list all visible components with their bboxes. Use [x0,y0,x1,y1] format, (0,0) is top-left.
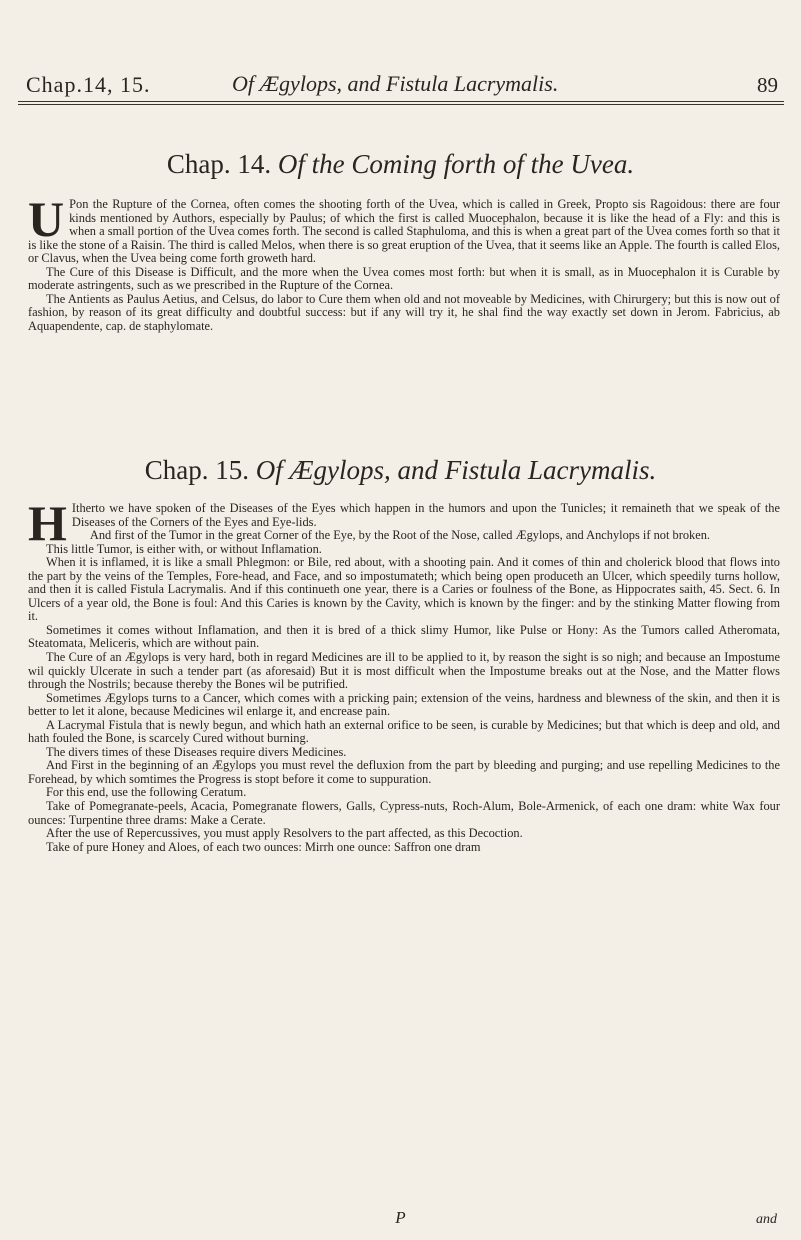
chapter-15-paragraph-4: When it is inflamed, it is like a small Phlegmon: or Bile, red about, with a shooting pain. And it comes of thin and cholerick blood that flows into the part by the veins of the Temples, Fore-head, and Face, and so impostumateth; which being open produceth an Ulcer, which speedily turns hollow, and then it is called Fistula Lacrymalis. And if this continueth one year, there is a Caries or foulness of the Bone, as Hippocrates saith, 45. Sect. 6. In Ulcers of a year old, the Bone is foul: And this Caries is known by the Cavity, which is known by the finger: and by the stinking Matter flowing from it. [28,555,780,624]
chapter-14-number: Chap. 14. [166,149,272,179]
signature-mark: P [395,1208,406,1227]
chapter-range-label: Chap.14, 15. [26,72,151,97]
chapter-15-title: Of Ægylops, and Fistula Lacrymalis. [255,455,657,485]
chapter-14-body [28,191,780,333]
chapter-15-paragraph-8: A Lacrymal Fistula that is newly begun, and which hath an external orifice to be seen, is curable by Medicines; but that which is deep and old, and hath fouled the Bone, is scarcely Cured without burning. [28,717,780,746]
drop-cap: U [28,191,65,247]
chapter-15-paragraph-7: Sometimes Ægylops turns to a Cancer, which comes with a pricking pain; extension of the veins, hardness and blewness of the skin, and then it is better to let it alone, because Medicines wil enlarge it, and encrease pain. [28,690,780,719]
chapter-15-number: Chap. 15. [144,455,249,485]
catchword: and [756,1212,777,1227]
running-title: Of Ægylops, and Fistula Lacrymalis. [232,71,559,96]
chapter-15-paragraph-6: The Cure of an Ægylops is very hard, both in regard Medicines are ill to be applied to it, by reason the sight is so nigh; and because an Impostume wil quickly Ulcerate in such a tender part (as aforesaid) But it is most difficult when the Impostume breaks out at the Nose, and the Matter flows through the Nostrils; because thereby the Bones wil be putrified. [28,650,780,692]
chapter-15-body [28,495,780,854]
header-rule-top [18,101,784,102]
chapter-15-paragraph-10: And First in the beginning of an Ægylops you must revel the defluxion from the part by bleeding and purging; and use repelling Medicines to the Forehead, by which somtimes the Progress is stopt before it come to suppuration. [28,758,780,786]
chapter-14-title: Of the Coming forth of the Uvea. [277,149,635,179]
chapter-15-paragraph-5: Sometimes it comes without Inflamation, and then it is bred of a thick slimy Humor, like Pulse or Hony: As the Tumors called Atheromata, Steatomata, Meliceris, which are without pain. [28,622,780,651]
drop-cap: H [28,495,67,551]
header-rule-bottom [18,104,784,105]
chapter-15-paragraph-3: This little Tumor, is either with, or without Inflamation. [46,541,322,556]
chapter-15-paragraph-9: The divers times of these Diseases require divers Medicines. [46,744,347,759]
page-number: 89 [757,73,778,97]
chapter-14-paragraph-2: The Cure of this Disease is Difficult, and the more when the Uvea comes most forth: but when it is small, as in Muocephalon it is Curable by moderate astringents, such as we prescribed in the Rupture of the Cornea. [28,264,780,293]
chapter-14-paragraph-1: U Pon the Rupture of the Cornea, often comes the shooting forth of the Uvea, which is called in Greek, Propto sis Ragoidous: there are four kinds mentioned by Authors, especially by Paulus; of which the first is called Muocephalon, because it is like the head of a Fly: and this is when a small portion of the Uvea comes forth. The second is called Staphuloma, and this is when a great part of the Uvea comes forth so that it is like the stone of a Raisin. The third is called Melos, when there is so great eruption of the Uvea, that it seems like an Apple. The fourth is called Elos, or Clavus, when the Uvea being come forth groweth hard. [28,191,780,266]
chapter-15-heading [0,454,801,486]
running-head [18,70,784,100]
recipe-ceratum: Take of Pomegranate-peels, Acacia, Pomegranate flowers, Galls, Cypress-nuts, Roch-Alum, Bole-Armenick, of each one dram: white Wax four ounces: Turpentine three drams: Make a Cerate. [28,799,780,827]
chapter-14-paragraph-3: The Antients as Paulus Aetius, and Celsus, do labor to Cure them when old and not moveable by Medicines, with Chirurgery; but this is now out of fashion, by reason of its great difficulty and doubtful success: but if any will try it, he shal find the way exactly set down in Jerom. Fabricius, ab Aquapendente, cap. de staphylomate. [28,291,780,333]
chapter-14-heading [0,148,801,180]
chapter-15-paragraph-13: After the use of Repercussives, you must apply Resolvers to the part affected, as this Decoction. [46,826,523,841]
chapter-15-paragraph-1: H Itherto we have spoken of the Diseases of the Eyes which happen in the humors and upon the Tunicles; it remaineth that we speak of the Diseases of the Corners of the Eyes and Eye-lids. [28,495,780,551]
chapter-15-paragraph-11: For this end, use the following Ceratum. [46,785,247,800]
recipe-decoction: Take of pure Honey and Aloes, of each two ounces: Mirrh one ounce: Saffron one dram [46,839,481,854]
chapter-15-paragraph-2: And first of the Tumor in the great Corner of the Eye, by the Root of the Nose, called Ægylops, and Anchylops if not broken. [89,528,711,543]
